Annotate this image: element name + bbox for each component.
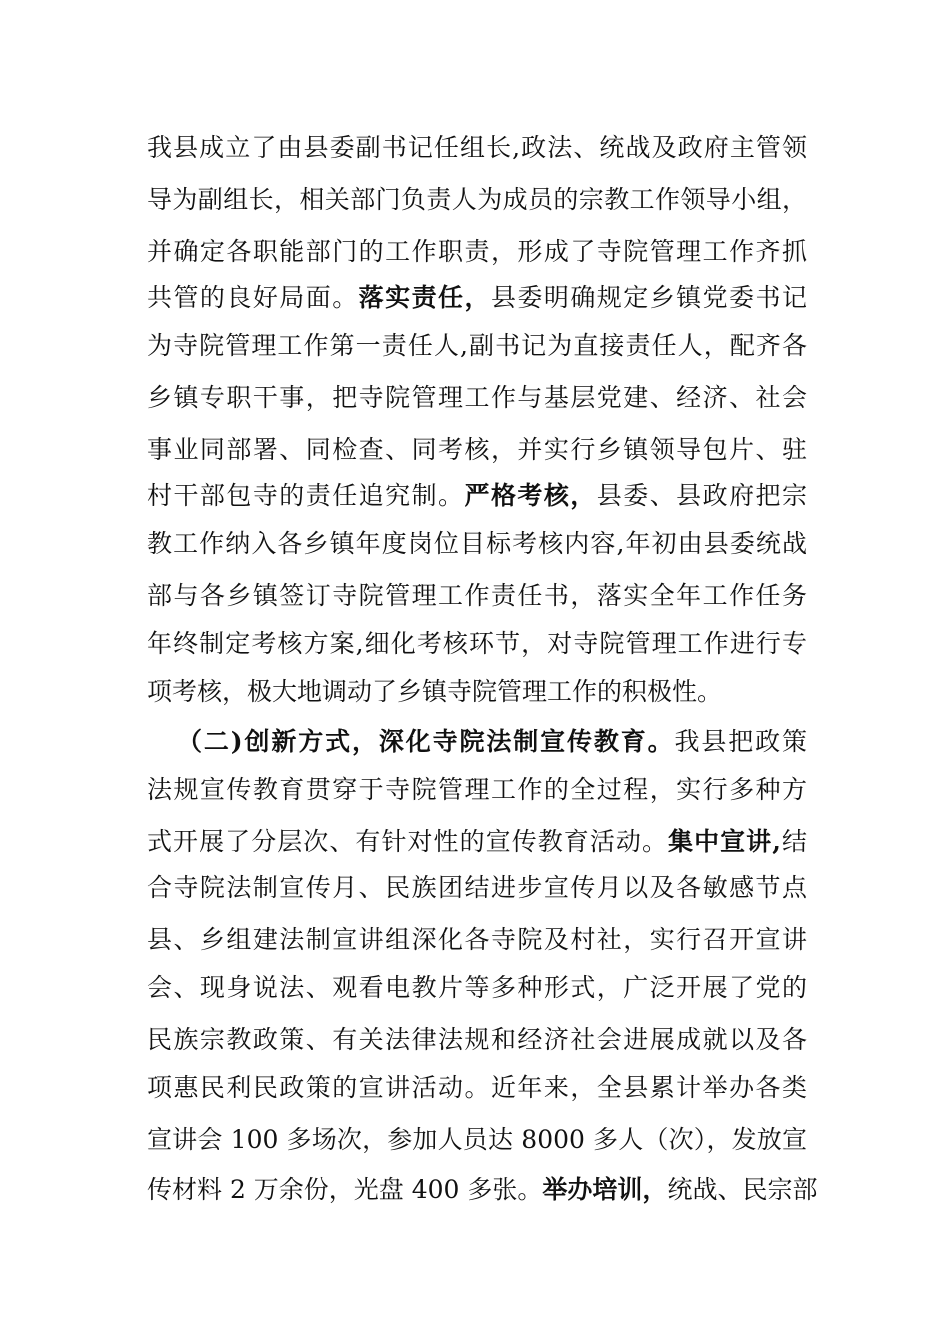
text-line: 共管的良好局面。落实责任，县委明确规定乡镇党委书记 bbox=[147, 283, 807, 312]
text-line: 我县成立了由县委副书记任组长,政法、统战及政府主管领 bbox=[147, 133, 807, 162]
text-line: 式开展了分层次、有针对性的宣传教育活动。集中宣讲,结 bbox=[147, 827, 807, 856]
bold-heading: 严格考核， bbox=[464, 481, 597, 510]
text-line: 乡镇专职干事，把寺院管理工作与基层党建、经济、社会 bbox=[147, 383, 807, 412]
text-line: 县、乡组建法制宣讲组深化各寺院及村社，实行召开宣讲 bbox=[147, 925, 807, 954]
text-line: 宣讲会 100 多场次，参加人员达 8000 多人（次），发放宣 bbox=[147, 1125, 807, 1154]
text-line: 法规宣传教育贯穿于寺院管理工作的全过程，实行多种方 bbox=[147, 775, 807, 804]
bold-heading: 集中宣讲, bbox=[668, 827, 781, 856]
text-line: 为寺院管理工作第一责任人,副书记为直接责任人，配齐各 bbox=[147, 331, 807, 360]
text-line: 传材料 2 万余份，光盘 400 多张。举办培训，统战、民宗部 bbox=[147, 1175, 818, 1204]
bold-heading: 举办培训， bbox=[542, 1175, 668, 1204]
text-line: 并确定各职能部门的工作职责，形成了寺院管理工作齐抓 bbox=[147, 237, 807, 266]
text-line: 民族宗教政策、有关法律法规和经济社会进展成就以及各 bbox=[147, 1025, 807, 1054]
text-line: 合寺院法制宣传月、民族团结进步宣传月以及各敏感节点 bbox=[147, 873, 807, 902]
text-line: 事业同部署、同检查、同考核，并实行乡镇领导包片、驻 bbox=[147, 435, 807, 464]
text-line: 项惠民利民政策的宣讲活动。近年来，全县累计举办各类 bbox=[147, 1073, 807, 1102]
text-line: 导为副组长，相关部门负责人为成员的宗教工作领导小组， bbox=[147, 185, 807, 214]
text-line: 年终制定考核方案,细化考核环节，对寺院管理工作进行专 bbox=[147, 629, 807, 658]
section-heading: （二)创新方式，深化寺院法制宣传教育。 bbox=[177, 727, 675, 756]
text-line: 项考核，极大地调动了乡镇寺院管理工作的积极性。 bbox=[147, 677, 723, 706]
text-line: 会、现身说法、观看电教片等多种形式，广泛开展了党的 bbox=[147, 973, 807, 1002]
text-line: 部与各乡镇签订寺院管理工作责任书，落实全年工作任务 bbox=[147, 581, 807, 610]
text-line: 村干部包寺的责任追究制。严格考核，县委、县政府把宗 bbox=[147, 481, 807, 510]
text-line: 教工作纳入各乡镇年度岗位目标考核内容,年初由县委统战 bbox=[147, 529, 807, 558]
text-line: （二)创新方式，深化寺院法制宣传教育。我县把政策 bbox=[177, 727, 807, 756]
bold-heading: 落实责任， bbox=[358, 283, 491, 312]
